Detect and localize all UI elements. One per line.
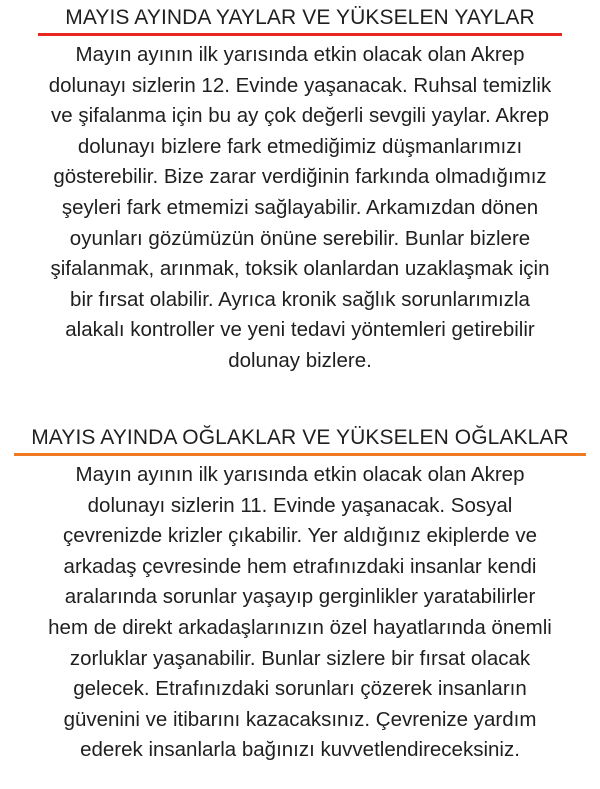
text-line: aralarında sorunlar yaşayıp gerginlikler yaratabilirler <box>64 585 536 609</box>
section-yaylar <box>0 4 600 377</box>
text-line: Mayın ayının ilk yarısında etkin olacak olan Akrep <box>75 463 525 486</box>
heading-underline <box>14 453 586 456</box>
text-line: güvenini ve itibarını kazacaksınız. Çevrenize yardım <box>63 707 537 731</box>
text-line: hem de direkt arkadaşlarınızın özel hayatlarında önemli <box>48 615 552 639</box>
section-body <box>0 460 600 766</box>
text-line: şifalanmak, arınmak, toksik olanlardan uzaklaşmak için <box>50 257 550 281</box>
text-line: ve şifalanma için bu ay çok değerli sevgili yaylar. Akrep <box>51 104 549 128</box>
text-line: dolunayı sizlerin 12. Evinde yaşanacak. Ruhsal temizlik <box>48 73 552 97</box>
section-heading: MAYIS AYINDA OĞLAKLAR VE YÜKSELEN OĞLAKLAR <box>31 426 569 449</box>
section-heading: MAYIS AYINDA YAYLAR VE YÜKSELEN YAYLAR <box>65 6 535 29</box>
heading-underline <box>38 33 562 36</box>
text-line: zorluklar yaşanabilir. Bunlar sizlere bir fırsat olacak <box>69 646 531 670</box>
text-line: Mayın ayının ilk yarısında etkin olacak olan Akrep <box>75 43 525 66</box>
text-line: dolunay bizlere. <box>228 348 372 372</box>
text-line: gelecek. Etrafınızdaki sorunları çözerek insanların <box>73 677 527 701</box>
text-line: oyunları gözümüzün önüne serebilir. Bunlar bizlere <box>69 226 531 250</box>
text-line: şeyleri fark etmemizi sağlayabilir. Arkamızdan dönen <box>61 195 539 219</box>
section-body <box>0 40 600 377</box>
text-line: gösterebilir. Bize zarar verdiğinin farkında olmadığımız <box>53 165 547 189</box>
text-line: ederek insanlarla bağınızı kuvvetlendireceksiniz. <box>80 738 520 762</box>
text-line: arkadaş çevresinde hem etrafınızdaki insanlar kendi <box>63 554 537 578</box>
text-line: dolunayı sizlerin 11. Evinde yaşanacak. Sosyal <box>87 493 513 517</box>
text-line: alakalı kontroller ve yeni tedavi yöntemleri getirebilir <box>65 318 535 342</box>
section-oglaklar <box>0 424 600 766</box>
text-line: çevrenizde krizler çıkabilir. Yer aldığınız ekiplerde ve <box>62 524 537 548</box>
text-line: bir fırsat olabilir. Ayrıca kronik sağlık sorunlarımızla <box>70 287 530 311</box>
text-line: dolunayı bizlere fark etmediğimiz düşmanlarımızı <box>77 134 523 158</box>
